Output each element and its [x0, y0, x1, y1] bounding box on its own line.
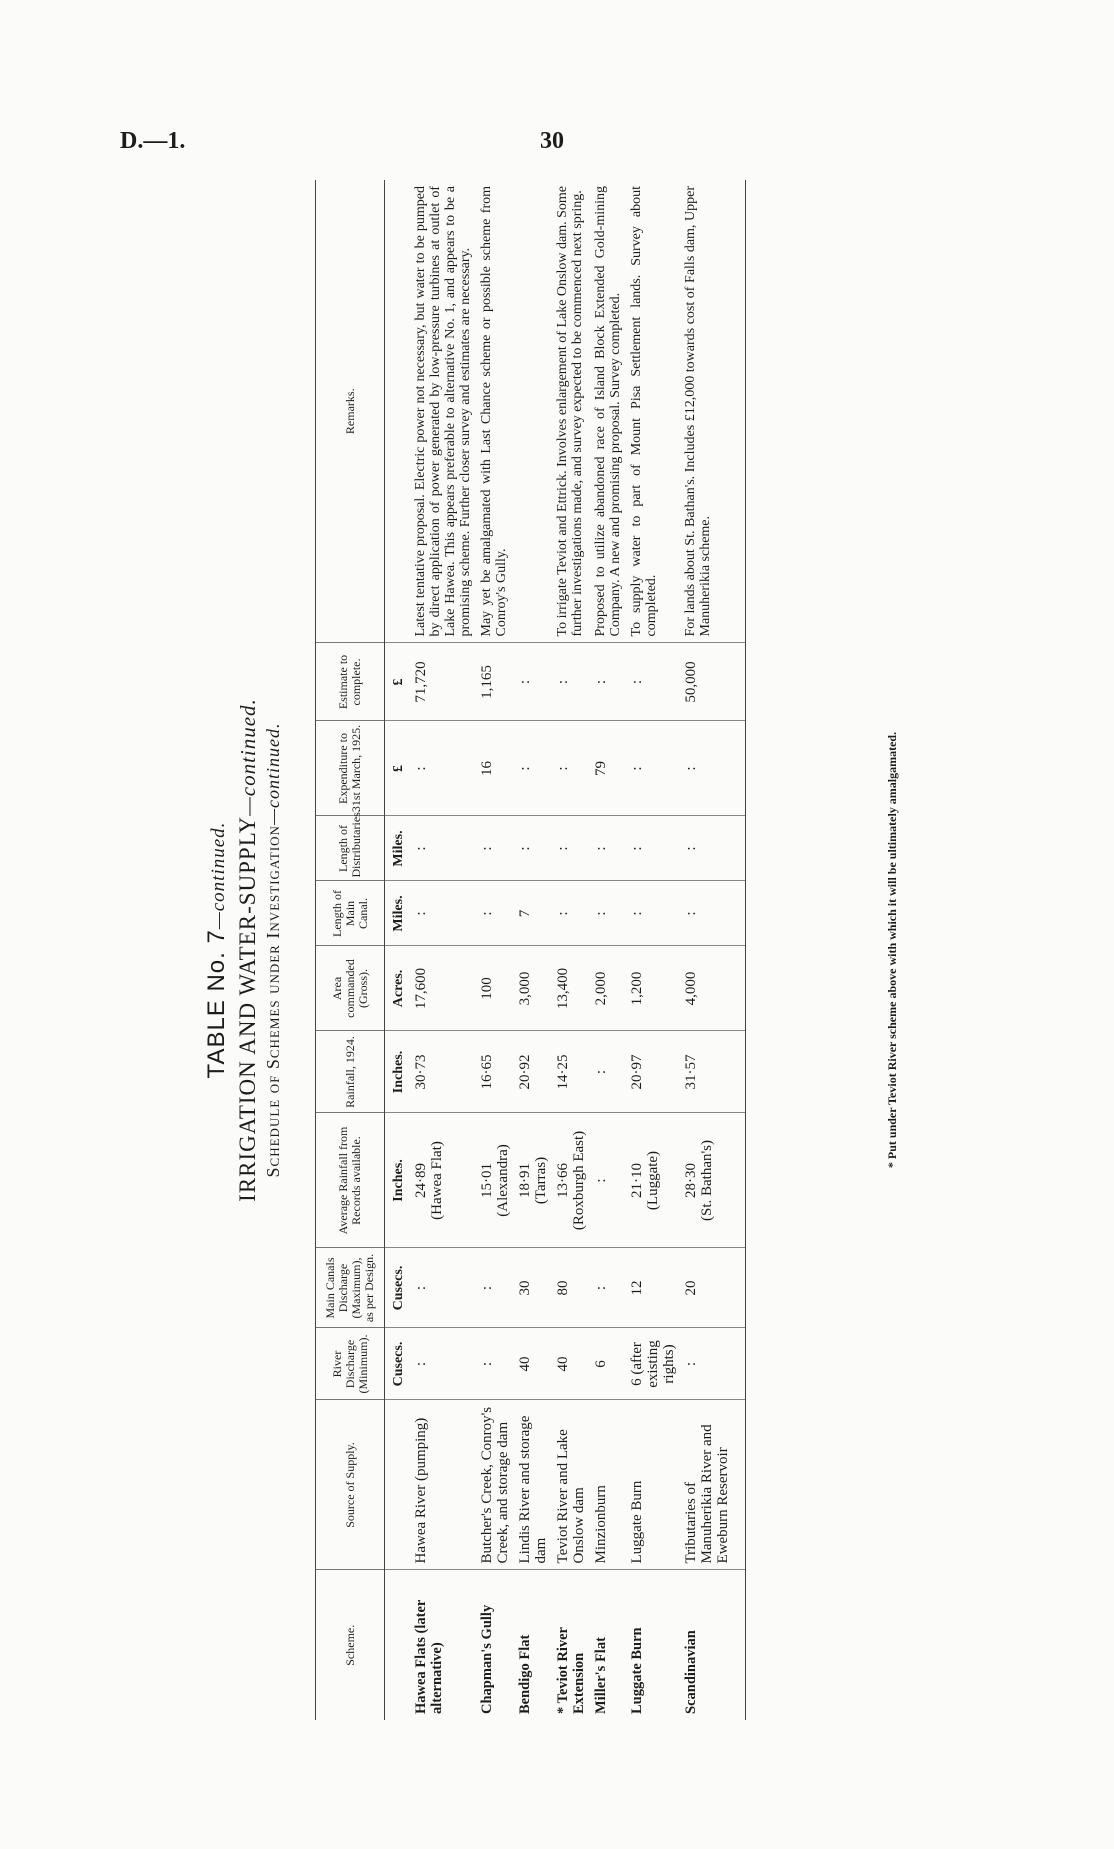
- distributaries-cell-value: :: [683, 846, 699, 851]
- source-cell-value: Minzionburn: [593, 1485, 609, 1564]
- river-discharge-cell-value: 40: [517, 1356, 533, 1372]
- estimate-cell: [476, 643, 514, 721]
- estimate-cell-value: 50,000: [683, 661, 699, 703]
- area-cell: [514, 946, 552, 1031]
- expenditure-cell-value: :: [517, 766, 533, 771]
- source-cell: [552, 1400, 590, 1570]
- table-number-suffix: —continued.: [208, 821, 229, 930]
- avg-rainfall-cell: [626, 1113, 680, 1248]
- canal-discharge-cell-value: 80: [555, 1280, 571, 1296]
- estimate-cell: [552, 643, 590, 721]
- rainfall-1924-cell-value: 20·92: [517, 1054, 533, 1090]
- river-discharge-cell: [476, 1328, 514, 1400]
- distributaries-cell-value: :: [413, 846, 429, 851]
- remarks-cell-value: To irrigate Teviot and Ettrick. Involves enlargement of Lake Onslow dam. Some further investigations made, and survey expected to be commenced next spring.: [555, 186, 585, 637]
- distributaries-cell: [410, 816, 476, 881]
- table-row: [590, 180, 626, 1720]
- rainfall-1924-cell: [514, 1031, 552, 1113]
- unit-cell: Miles.: [385, 816, 411, 881]
- canal-discharge-cell: [590, 1248, 626, 1328]
- unit-cell: Miles.: [385, 881, 411, 946]
- river-discharge-cell-value: :: [413, 1361, 429, 1367]
- table-subtitle: [263, 180, 284, 1720]
- canal-discharge-cell: [476, 1248, 514, 1328]
- remarks-cell: [552, 180, 590, 643]
- expenditure-cell: [590, 721, 626, 816]
- scheme-cell-value: Luggate Burn: [629, 1627, 645, 1714]
- canal-discharge-cell-value: 20: [683, 1280, 699, 1296]
- canal-discharge-cell: [680, 1248, 746, 1328]
- page-number: 30: [540, 128, 564, 154]
- rainfall-1924-cell: [552, 1031, 590, 1113]
- rainfall-1924-cell-value: :: [593, 1069, 609, 1075]
- main-canal-cell-value: :: [629, 911, 645, 916]
- table-row: [476, 180, 514, 1720]
- avg-rainfall-cell-value: 18·91: [517, 1163, 533, 1198]
- river-discharge-cell: [680, 1328, 746, 1400]
- column-header: Expenditure to 31st March, 1925.: [316, 721, 385, 816]
- column-header: River Discharge (Minimum).: [316, 1328, 385, 1400]
- area-cell: [410, 946, 476, 1031]
- area-cell-value: 13,400: [555, 967, 571, 1010]
- column-header: Length of Main Canal.: [316, 881, 385, 946]
- unit-cell: Inches.: [385, 1031, 411, 1113]
- rainfall-1924-cell-value: 31·57: [683, 1054, 699, 1090]
- expenditure-cell: [626, 721, 680, 816]
- remarks-cell-value: Latest tentative proposal. Electric power not necessary, but water to be pumped by direct application of power generated by low-pressure turbines at outlet of Lake Hawea. This appears preferable to alternative No. 1, and appears to be a promising scheme. Further closer survey and estimates are necessary.: [413, 186, 473, 637]
- area-cell: [590, 946, 626, 1031]
- area-cell-value: 1,200: [629, 971, 645, 1006]
- river-discharge-cell-value: 6 (after existing rights): [629, 1340, 677, 1388]
- expenditure-cell-value: :: [629, 766, 645, 771]
- expenditure-cell-value: :: [555, 766, 571, 771]
- main-canal-cell-value: :: [593, 911, 609, 916]
- unit-cell: [385, 1570, 411, 1720]
- river-discharge-cell: [590, 1328, 626, 1400]
- river-discharge-cell-value: 40: [555, 1356, 571, 1372]
- scheme-cell-value: Bendigo Flat: [517, 1634, 533, 1714]
- main-canal-cell-value: :: [683, 911, 699, 916]
- avg-rainfall-place: (Luggate): [645, 1150, 661, 1211]
- remarks-cell: [590, 180, 626, 643]
- expenditure-cell: [410, 721, 476, 816]
- area-cell-value: 17,600: [413, 967, 429, 1010]
- canal-discharge-cell-value: :: [479, 1285, 495, 1291]
- remarks-cell: [476, 180, 514, 643]
- canal-discharge-cell: [514, 1248, 552, 1328]
- expenditure-cell: [514, 721, 552, 816]
- scheme-cell-value: * Teviot River Extension: [555, 1627, 587, 1714]
- area-cell: [680, 946, 746, 1031]
- canal-discharge-cell-value: 30: [517, 1280, 533, 1296]
- avg-rainfall-place: (Tarras): [533, 1156, 549, 1205]
- main-canal-cell: [476, 881, 514, 946]
- unit-cell: Inches.: [385, 1113, 411, 1248]
- expenditure-cell-value: 79: [593, 761, 609, 776]
- main-canal-cell: [590, 881, 626, 946]
- remarks-cell: [514, 180, 552, 643]
- table-title: [235, 180, 261, 1720]
- main-canal-cell: [552, 881, 590, 946]
- table-body: [410, 180, 746, 1720]
- column-header: Area commanded (Gross).: [316, 946, 385, 1031]
- scheme-cell: [626, 1570, 680, 1720]
- expenditure-cell-value: :: [683, 766, 699, 771]
- source-cell: [410, 1400, 476, 1570]
- rotated-table-block: [195, 180, 965, 1720]
- distributaries-cell-value: :: [479, 846, 495, 851]
- rainfall-1924-cell-value: 16·65: [479, 1054, 495, 1090]
- table-row: [680, 180, 746, 1720]
- source-cell: [590, 1400, 626, 1570]
- column-header: Estimate to complete.: [316, 643, 385, 721]
- distributaries-cell: [680, 816, 746, 881]
- scheme-cell: [514, 1570, 552, 1720]
- scheme-cell-value: Chapman's Gully: [479, 1604, 495, 1714]
- distributaries-cell: [476, 816, 514, 881]
- unit-cell: Cusecs.: [385, 1328, 411, 1400]
- area-cell-value: 2,000: [593, 971, 609, 1006]
- distributaries-cell-value: :: [593, 846, 609, 851]
- distributaries-cell: [590, 816, 626, 881]
- avg-rainfall-cell: [552, 1113, 590, 1248]
- area-cell: [626, 946, 680, 1031]
- scheme-cell: [476, 1570, 514, 1720]
- column-header: Main Canals Discharge (Maximum), as per Design.: [316, 1248, 385, 1328]
- scheme-cell: [590, 1570, 626, 1720]
- main-canal-cell-value: 7: [517, 909, 533, 918]
- rainfall-1924-cell-value: 30·73: [413, 1054, 429, 1090]
- avg-rainfall-cell: [476, 1113, 514, 1248]
- main-canal-cell: [680, 881, 746, 946]
- scheme-cell-value: Scandinavian: [683, 1630, 699, 1714]
- river-discharge-cell-value: :: [683, 1361, 699, 1367]
- source-cell-value: Lindis River and storage dam: [517, 1415, 549, 1564]
- distributaries-cell: [552, 816, 590, 881]
- avg-rainfall-cell: [680, 1113, 746, 1248]
- estimate-cell-value: :: [517, 679, 533, 685]
- expenditure-cell-value: :: [413, 766, 429, 771]
- rainfall-1924-cell: [590, 1031, 626, 1113]
- estimate-cell-value: 71,720: [413, 661, 429, 703]
- rainfall-1924-cell-value: 20·97: [629, 1054, 645, 1090]
- avg-rainfall-place: (Hawea Flat): [429, 1141, 445, 1220]
- avg-rainfall-place: (St. Bathan's): [699, 1139, 715, 1222]
- table-row: [552, 180, 590, 1720]
- distributaries-cell-value: :: [629, 846, 645, 851]
- main-canal-cell: [626, 881, 680, 946]
- rainfall-1924-cell: [680, 1031, 746, 1113]
- river-discharge-cell-value: 6: [593, 1360, 609, 1368]
- canal-discharge-cell: [552, 1248, 590, 1328]
- rainfall-1924-cell: [626, 1031, 680, 1113]
- avg-rainfall-cell-value: 13·66: [555, 1163, 571, 1198]
- avg-rainfall-cell-value: 15·01: [479, 1163, 495, 1198]
- source-cell: [626, 1400, 680, 1570]
- column-header: Source of Supply.: [316, 1400, 385, 1570]
- remarks-cell: [410, 180, 476, 643]
- column-header: Length of Distributaries.: [316, 816, 385, 881]
- unit-cell: [385, 1400, 411, 1570]
- avg-rainfall-cell: [590, 1113, 626, 1248]
- distributaries-cell: [626, 816, 680, 881]
- source-cell: [680, 1400, 746, 1570]
- distributaries-cell: [514, 816, 552, 881]
- main-canal-cell: [514, 881, 552, 946]
- column-header: Rainfall, 1924.: [316, 1031, 385, 1113]
- main-canal-cell: [410, 881, 476, 946]
- source-cell: [514, 1400, 552, 1570]
- avg-rainfall-place: (Alexandra): [495, 1144, 511, 1217]
- avg-rainfall-cell: [514, 1113, 552, 1248]
- expenditure-cell-value: 16: [479, 761, 495, 776]
- header-row: [316, 180, 385, 1720]
- estimate-cell-value: :: [555, 679, 571, 685]
- source-cell-value: Teviot River and Lake Onslow dam: [555, 1429, 587, 1564]
- remarks-cell-value: Proposed to utilize abandoned race of Island Block Extended Gold-mining Company. A new and promising proposal. Survey completed.: [593, 186, 623, 637]
- table-row: [514, 180, 552, 1720]
- remarks-cell-value: May yet be amalgamated with Last Chance scheme or possible scheme from Conroy's Gully.: [479, 186, 509, 637]
- table-title-label: IRRIGATION AND WATER-SUPPLY: [235, 815, 260, 1202]
- area-cell: [552, 946, 590, 1031]
- canal-discharge-cell: [410, 1248, 476, 1328]
- estimate-cell-value: :: [593, 679, 609, 685]
- estimate-cell: [626, 643, 680, 721]
- rainfall-1924-cell: [410, 1031, 476, 1113]
- column-header: Average Rainfall from Records available.: [316, 1113, 385, 1248]
- canal-discharge-cell: [626, 1248, 680, 1328]
- source-cell: [476, 1400, 514, 1570]
- river-discharge-cell: [410, 1328, 476, 1400]
- remarks-cell-value: For lands about St. Bathan's. Includes £12,000 towards cost of Falls dam, Upper Manuherikia scheme.: [683, 186, 713, 637]
- rainfall-1924-cell-value: 14·25: [555, 1054, 571, 1090]
- unit-cell: Acres.: [385, 946, 411, 1031]
- table-title-suffix: —continued.: [236, 698, 260, 816]
- schemes-table: [315, 180, 746, 1720]
- scheme-cell: [680, 1570, 746, 1720]
- area-cell-value: 100: [479, 977, 495, 1000]
- column-header: Remarks.: [316, 180, 385, 643]
- river-discharge-cell: [552, 1328, 590, 1400]
- table-number-label: TABLE No. 7: [203, 929, 230, 1079]
- canal-discharge-cell-value: 12: [629, 1280, 645, 1296]
- footnote: * Put under Teviot River scheme above with which it will be ultimately amalgamated.: [885, 731, 899, 1169]
- rainfall-1924-cell: [476, 1031, 514, 1113]
- table-row: [626, 180, 680, 1720]
- estimate-cell-value: 1,165: [479, 665, 495, 699]
- expenditure-cell: [552, 721, 590, 816]
- source-cell-value: Butcher's Creek, Conroy's Creek, and storage dam: [479, 1406, 511, 1564]
- avg-rainfall-place: (Roxburgh East): [571, 1130, 587, 1231]
- units-row: [385, 180, 411, 1720]
- avg-rainfall-cell-value: :: [593, 1178, 609, 1183]
- main-canal-cell-value: :: [555, 911, 571, 916]
- river-discharge-cell-value: :: [479, 1361, 495, 1367]
- unit-cell: [385, 180, 411, 643]
- canal-discharge-cell-value: :: [413, 1285, 429, 1291]
- scheme-cell: [552, 1570, 590, 1720]
- table-subtitle-label: Schedule of Schemes under Investigation: [263, 825, 283, 1178]
- remarks-cell: [680, 180, 746, 643]
- column-header: Scheme.: [316, 1570, 385, 1720]
- avg-rainfall-cell-value: 21·10: [629, 1163, 645, 1198]
- area-cell: [476, 946, 514, 1031]
- unit-cell: Cusecs.: [385, 1248, 411, 1328]
- document-reference: D.—1.: [120, 128, 186, 154]
- area-cell-value: 3,000: [517, 971, 533, 1006]
- river-discharge-cell: [514, 1328, 552, 1400]
- main-canal-cell-value: :: [479, 911, 495, 916]
- expenditure-cell: [680, 721, 746, 816]
- table-row: [410, 180, 476, 1720]
- distributaries-cell-value: :: [517, 846, 533, 851]
- canal-discharge-cell-value: :: [593, 1285, 609, 1291]
- river-discharge-cell: [626, 1328, 680, 1400]
- remarks-cell: [626, 180, 680, 643]
- expenditure-cell: [476, 721, 514, 816]
- area-cell-value: 4,000: [683, 971, 699, 1006]
- table-titles: [195, 180, 315, 1720]
- estimate-cell: [680, 643, 746, 721]
- remarks-cell-value: To supply water to part of Mount Pisa Settlement lands. Survey about completed.: [629, 186, 659, 637]
- scheme-cell: [410, 1570, 476, 1720]
- source-cell-value: Hawea River (pumping): [413, 1417, 429, 1564]
- avg-rainfall-cell-value: 28·30: [683, 1163, 699, 1198]
- scheme-cell-value: Miller's Flat: [593, 1637, 609, 1714]
- unit-cell: £: [385, 643, 411, 721]
- estimate-cell-value: :: [629, 679, 645, 685]
- estimate-cell: [514, 643, 552, 721]
- table-number: [203, 180, 231, 1720]
- estimate-cell: [410, 643, 476, 721]
- unit-cell: £: [385, 721, 411, 816]
- estimate-cell: [590, 643, 626, 721]
- table-subtitle-suffix: —continued.: [263, 722, 283, 826]
- scheme-cell-value: Hawea Flats (later alternative): [413, 1599, 445, 1714]
- main-canal-cell-value: :: [413, 911, 429, 916]
- distributaries-cell-value: :: [555, 846, 571, 851]
- source-cell-value: Luggate Burn: [629, 1480, 645, 1564]
- avg-rainfall-cell-value: 24·89: [413, 1163, 429, 1198]
- source-cell-value: Tributaries of Manuherikia River and Eweburn Reservoir: [683, 1424, 731, 1564]
- avg-rainfall-cell: [410, 1113, 476, 1248]
